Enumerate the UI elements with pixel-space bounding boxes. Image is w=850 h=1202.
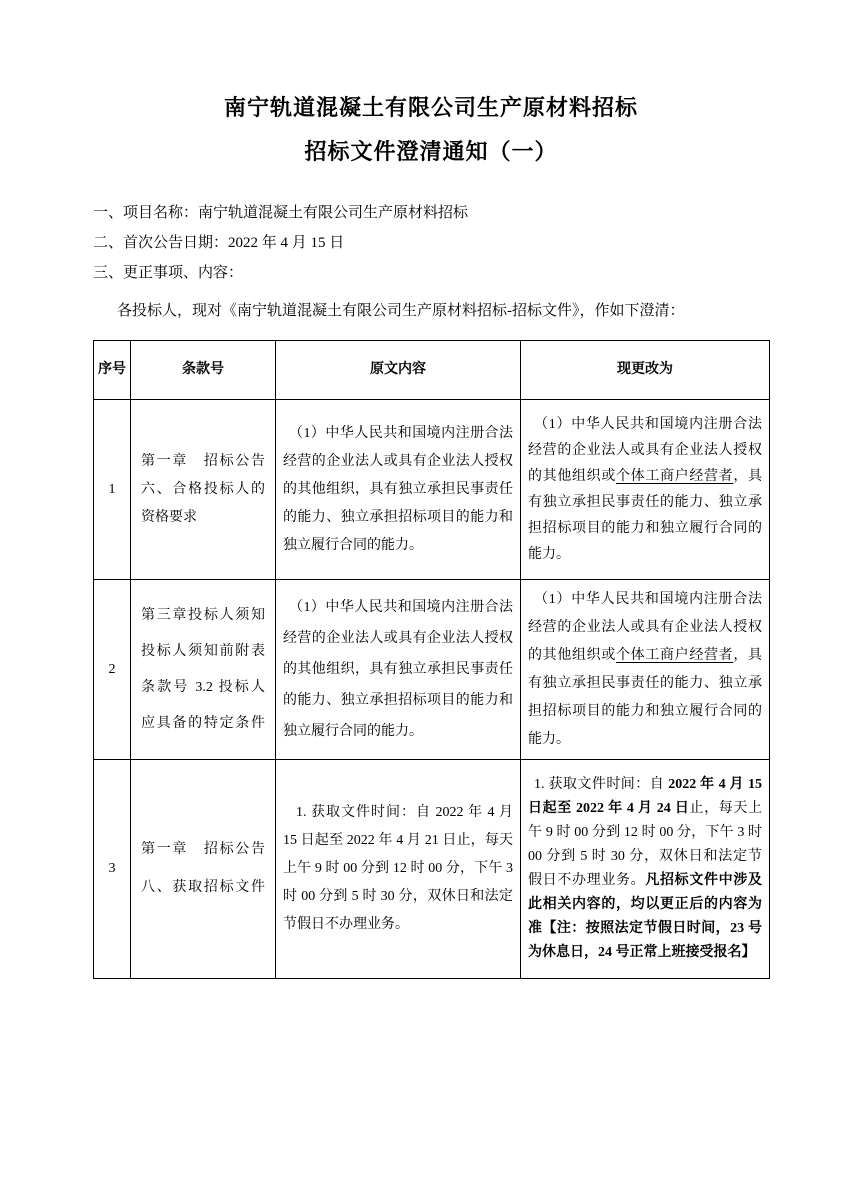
row1-revised-content: （1）中华人民共和国境内注册合法经营的企业法人或具有企业法人授权的其他组织或个体工商户经营者，具有独立承担民事责任的能力、独立承担招标项目的能力和独立履行合同的能力。 bbox=[521, 400, 770, 580]
clause-line: 第一章 招标公告 bbox=[141, 842, 265, 857]
row2-clause bbox=[131, 580, 276, 760]
clause-line: 第三章投标人须知 bbox=[141, 607, 265, 623]
clause-line: 资格要求 bbox=[141, 509, 197, 525]
clause-line: 投标人须知前附表 bbox=[141, 643, 265, 659]
title-line-1: 南宁轨道混凝土有限公司生产原材料招标 bbox=[223, 95, 638, 120]
row2-seq: 2 bbox=[94, 580, 131, 760]
clarification-table bbox=[93, 340, 770, 979]
clause-line: 条款号 3.2 投标人 bbox=[141, 679, 265, 695]
clause-line: 第一章 招标公告 bbox=[141, 453, 265, 469]
numbered-item-list bbox=[93, 198, 769, 288]
header-original: 原文内容 bbox=[276, 341, 521, 400]
clause-line: 六、合格投标人的 bbox=[141, 481, 265, 497]
title-line-2: 招标文件澄清通知（一） bbox=[304, 139, 558, 164]
table-header-row bbox=[94, 341, 770, 400]
row2-revised-content: （1）中华人民共和国境内注册合法经营的企业法人或具有企业法人授权的其他组织或个体工商户经营者，具有独立承担民事责任的能力、独立承担招标项目的能力和独立履行合同的能力。 bbox=[521, 580, 770, 760]
clause-line: 八、获取招标文件 bbox=[141, 880, 265, 895]
table-row bbox=[94, 760, 770, 979]
row1-original-content: （1）中华人民共和国境内注册合法经营的企业法人或具有企业法人授权的其他组织，具有独立承担民事责任的能力、独立承担招标项目的能力和独立履行合同的能力。 bbox=[276, 400, 521, 580]
item-first-announcement-date: 二、首次公告日期：2022 年 4 月 15 日 bbox=[93, 235, 345, 251]
clarification-intro: 各投标人，现对《南宁轨道混凝土有限公司生产原材料招标-招标文件》，作如下澄清： bbox=[117, 303, 685, 319]
row2-original-content: （1）中华人民共和国境内注册合法经营的企业法人或具有企业法人授权的其他组织，具有独立承担民事责任的能力、独立承担招标项目的能力和独立履行合同的能力。 bbox=[276, 580, 521, 760]
row1-clause bbox=[131, 400, 276, 580]
row3-seq: 3 bbox=[94, 760, 131, 979]
clause-line: 应具备的特定条件 bbox=[141, 715, 265, 731]
row3-revised-content: 1. 获取文件时间：自 2022 年 4 月 15 日起至 2022 年 4 月 24 日止，每天上午 9 时 00 分到 12 时 00 分，下午 3 时 00 分到 5 时 30 分，双休日和法定节假日不办理业务。凡招标文件中涉及此相关内容的，均以更正后的内容为准【注：按照法定节假日时间，23 号为休息日，24 号正常上班接受报名】 bbox=[521, 760, 770, 979]
header-revised: 现更改为 bbox=[521, 341, 770, 400]
table-row bbox=[94, 400, 770, 580]
header-seq: 序号 bbox=[94, 341, 131, 400]
row3-clause bbox=[131, 760, 276, 979]
row1-seq: 1 bbox=[94, 400, 131, 580]
item-correction-heading: 三、更正事项、内容： bbox=[93, 265, 244, 281]
header-clause: 条款号 bbox=[131, 341, 276, 400]
table-row bbox=[94, 580, 770, 760]
document-title bbox=[93, 86, 769, 174]
item-project-name: 一、项目名称：南宁轨道混凝土有限公司生产原材料招标 bbox=[93, 205, 469, 221]
row3-original-content: 1. 获取文件时间：自 2022 年 4 月 15 日起至 2022 年 4 月 21 日止，每天上午 9 时 00 分到 12 时 00 分，下午 3 时 00 分到 5 时 30 分，双休日和法定节假日不办理业务。 bbox=[276, 760, 521, 979]
